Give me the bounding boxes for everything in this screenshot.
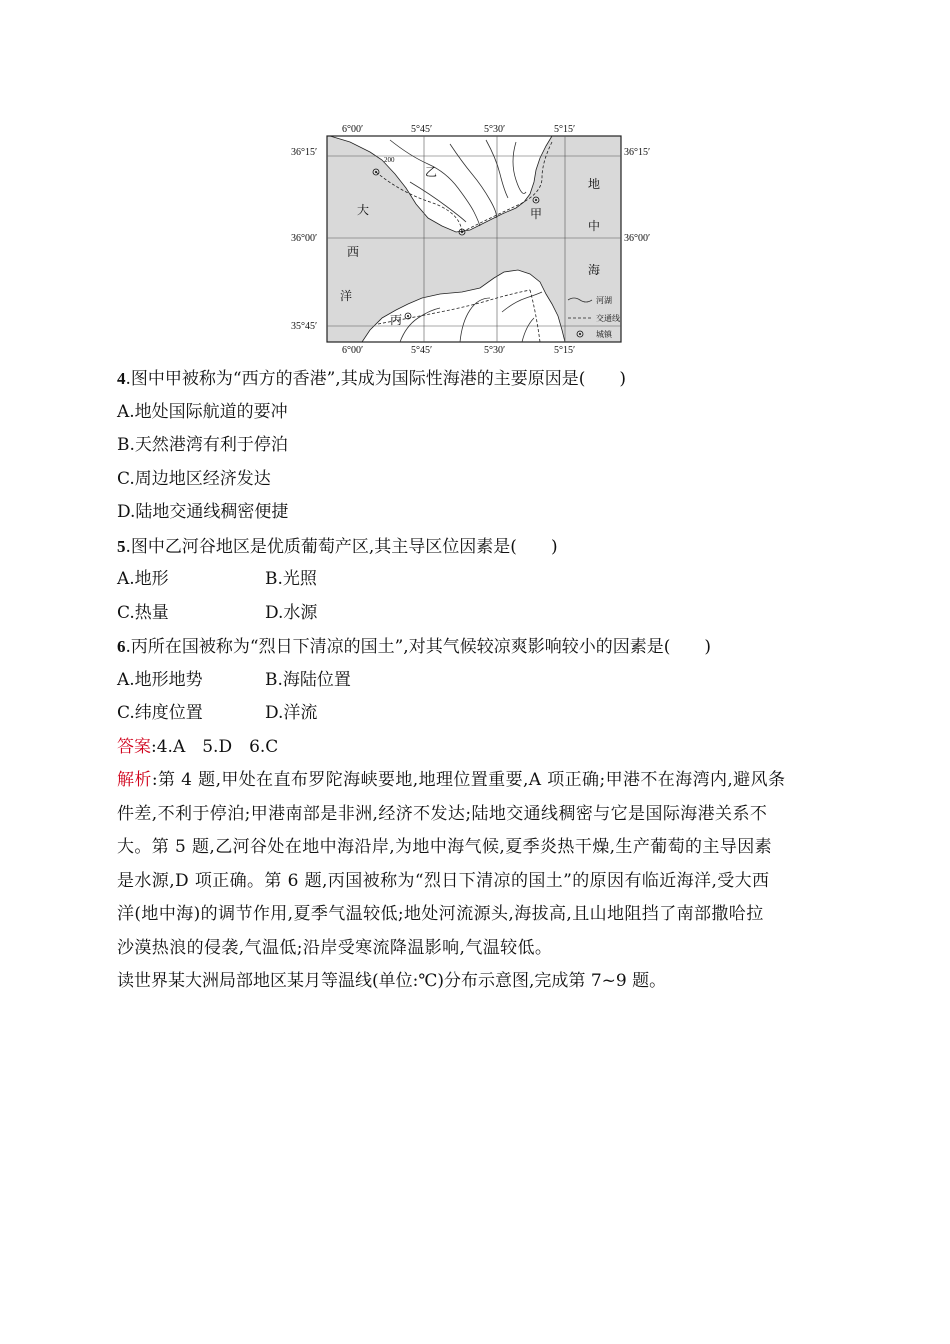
- legend-transport: 交通线: [596, 314, 620, 323]
- lat-right-0: 36°15′: [624, 147, 651, 158]
- answer-text: :4.A 5.D 6.C: [151, 736, 279, 757]
- lon-bottom-2: 5°30′: [484, 345, 506, 356]
- sea-label-med-1: 地: [588, 177, 601, 191]
- option-d: D.水源: [265, 602, 318, 623]
- option-b: B.天然港湾有利于停泊: [117, 435, 288, 455]
- legend-town: 城镇: [596, 330, 612, 339]
- analysis-paragraph: [117, 764, 837, 965]
- option-c: C.热量: [117, 602, 169, 623]
- question-content: [117, 362, 837, 999]
- sea-label-med-3: 海: [588, 263, 601, 277]
- lon-top-3: 5°15′: [554, 124, 576, 135]
- question-number: 4: [117, 369, 126, 388]
- lon-bottom-3: 5°15′: [554, 345, 576, 356]
- analysis-line: 沙漠热浪的侵袭,气温低;沿岸受寒流降温影响,气温较低。: [117, 937, 553, 958]
- analysis-line: 洋(地中海)的调节作用,夏季气温较低;地处河流源头,海拔高,且山地阻挡了南部撒哈拉: [117, 904, 764, 924]
- option-row: [117, 664, 837, 698]
- option-d: D.陆地交通线稠密便捷: [117, 502, 289, 522]
- question-text: .丙所在国被称为“烈日下清凉的国土”,对其气候较凉爽影响较小的因素是( ): [125, 637, 711, 657]
- option-d: D.洋流: [265, 703, 318, 723]
- lat-left-0: 36°15′: [291, 147, 318, 158]
- place-label-jia: 甲: [530, 207, 543, 221]
- option-a: A.地形地势: [117, 669, 203, 690]
- question-6-stem: [117, 630, 837, 664]
- lon-top-1: 5°45′: [411, 124, 433, 135]
- answer-line: [117, 731, 837, 765]
- question-text: .图中甲被称为“西方的香港”,其成为国际性海港的主要原因是( ): [125, 369, 626, 389]
- question-number: 5: [117, 536, 126, 556]
- analysis-line: 件差,不利于停泊;甲港南部是非洲,经济不发达;陆地交通线稠密与它是国际海港关系不: [117, 803, 768, 824]
- sea-label-atlantic-1: 大: [357, 203, 370, 217]
- question-number: 6: [117, 637, 126, 656]
- sea-label-atlantic-3: 洋: [340, 289, 353, 303]
- lat-right-1: 36°00′: [624, 233, 651, 244]
- next-section-intro: 读世界某大洲局部地区某月等温线(单位:℃)分布示意图,完成第 7~9 题。: [117, 971, 667, 991]
- option-c: C.周边地区经济发达: [117, 468, 271, 489]
- option-b: B.光照: [265, 569, 317, 589]
- lon-top-2: 5°30′: [484, 124, 506, 135]
- lon-bottom-0: 6°00′: [342, 345, 364, 356]
- place-label-yi: 乙: [425, 165, 438, 179]
- question-4-stem: [117, 362, 837, 396]
- place-label-bing: 丙: [390, 313, 403, 327]
- answer-label: 答案: [117, 736, 151, 757]
- analysis-line: 是水源,D 项正确。第 6 题,丙国被称为“烈日下清凉的国土”的原因有临近海洋,受大西: [117, 870, 770, 891]
- option-row: [117, 563, 837, 597]
- lon-top-0: 6°00′: [342, 124, 364, 135]
- map-svg: [290, 122, 662, 356]
- lat-left-2: 35°45′: [291, 321, 318, 332]
- strait-map: [290, 122, 662, 356]
- analysis-line: 解析:第 4 题,甲处在直布罗陀海峡要地,地理位置重要,A 项正确;甲港不在海湾内,避风条: [117, 770, 786, 790]
- sea-label-med-2: 中: [588, 219, 601, 233]
- analysis-label: 解析: [117, 770, 152, 790]
- question-text: .图中乙河谷地区是优质葡萄产区,其主导区位因素是( ): [125, 536, 558, 557]
- contour-label: 200: [384, 156, 395, 164]
- lon-bottom-1: 5°45′: [411, 345, 433, 356]
- option-b: B.海陆位置: [265, 669, 351, 690]
- analysis-line: 大。第 5 题,乙河谷处在地中海沿岸,为地中海气候,夏季炎热干燥,生产葡萄的主导因素: [117, 837, 773, 857]
- sea-label-atlantic-2: 西: [347, 245, 360, 259]
- option-a: A.地形: [117, 569, 169, 589]
- option-c: C.纬度位置: [117, 703, 203, 723]
- question-5-stem: [117, 530, 837, 564]
- option-row: [117, 697, 837, 731]
- option-row: [117, 597, 837, 631]
- option-a: A.地处国际航道的要冲: [117, 401, 288, 422]
- lat-left-1: 36°00′: [291, 233, 318, 244]
- legend-river: 河湖: [596, 296, 612, 305]
